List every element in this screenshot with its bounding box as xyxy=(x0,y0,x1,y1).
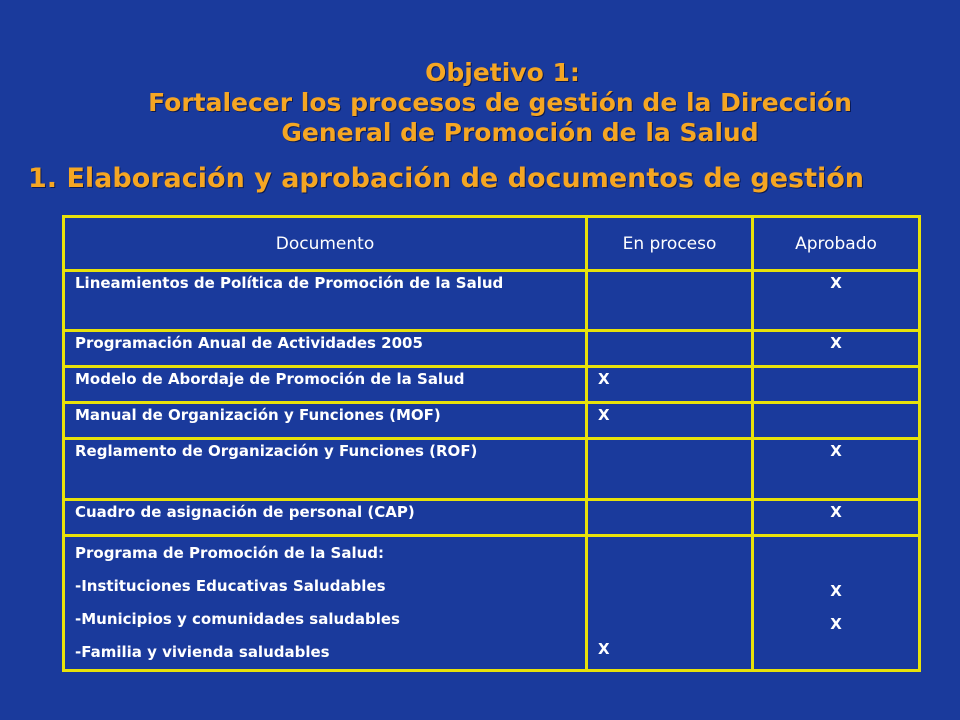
title-line-3: General de Promoción de la Salud xyxy=(281,118,759,147)
table-row xyxy=(64,271,920,331)
cell-aprobado: X xyxy=(753,439,920,500)
cell-documento: Modelo de Abordaje de Promoción de la Salud xyxy=(64,367,587,403)
table-row xyxy=(64,331,920,367)
cell-documento: Reglamento de Organización y Funciones (ROF) xyxy=(64,439,587,500)
cell-aprobado: X xyxy=(753,500,920,536)
program-aprobado-mark: X xyxy=(830,582,842,600)
cell-documento: Cuadro de asignación de personal (CAP) xyxy=(64,500,587,536)
cell-en-proceso: X xyxy=(587,403,753,439)
cell-aprobado: X xyxy=(753,271,920,331)
cell-documento: Lineamientos de Política de Promoción de la Salud xyxy=(64,271,587,331)
header-documento: Documento xyxy=(64,217,587,271)
header-en-proceso: En proceso xyxy=(587,217,753,271)
cell-documento: Programación Anual de Actividades 2005 xyxy=(64,331,587,367)
cell-en-proceso: X xyxy=(587,367,753,403)
slide-title xyxy=(0,58,960,148)
cell-en-proceso xyxy=(587,439,753,500)
program-item: -Familia y vivienda saludables xyxy=(75,643,330,661)
cell-aprobado xyxy=(753,403,920,439)
cell-program-aprobado xyxy=(753,536,920,671)
table-row xyxy=(64,439,920,500)
program-item: -Instituciones Educativas Saludables xyxy=(75,577,386,595)
cell-documento: Manual de Organización y Funciones (MOF) xyxy=(64,403,587,439)
cell-en-proceso xyxy=(587,271,753,331)
program-aprobado-mark: X xyxy=(830,615,842,633)
cell-en-proceso xyxy=(587,500,753,536)
cell-program xyxy=(64,536,587,671)
title-line-2: Fortalecer los procesos de gestión de la Dirección xyxy=(148,88,852,117)
program-heading: Programa de Promoción de la Salud: xyxy=(75,544,385,562)
header-aprobado: Aprobado xyxy=(753,217,920,271)
table-row xyxy=(64,500,920,536)
table-row xyxy=(64,403,920,439)
table-row xyxy=(64,367,920,403)
program-en-proceso-mark: X xyxy=(598,640,610,658)
cell-program-en-proceso xyxy=(587,536,753,671)
cell-aprobado xyxy=(753,367,920,403)
table-row-program xyxy=(64,536,920,671)
documents-table xyxy=(62,215,921,672)
table-header-row xyxy=(64,217,920,271)
title-line-1: Objetivo 1: xyxy=(425,58,580,87)
program-item: -Municipios y comunidades saludables xyxy=(75,610,400,628)
slide-subtitle: 1. Elaboración y aprobación de documentos de gestión xyxy=(28,163,865,194)
cell-aprobado: X xyxy=(753,331,920,367)
cell-en-proceso xyxy=(587,331,753,367)
